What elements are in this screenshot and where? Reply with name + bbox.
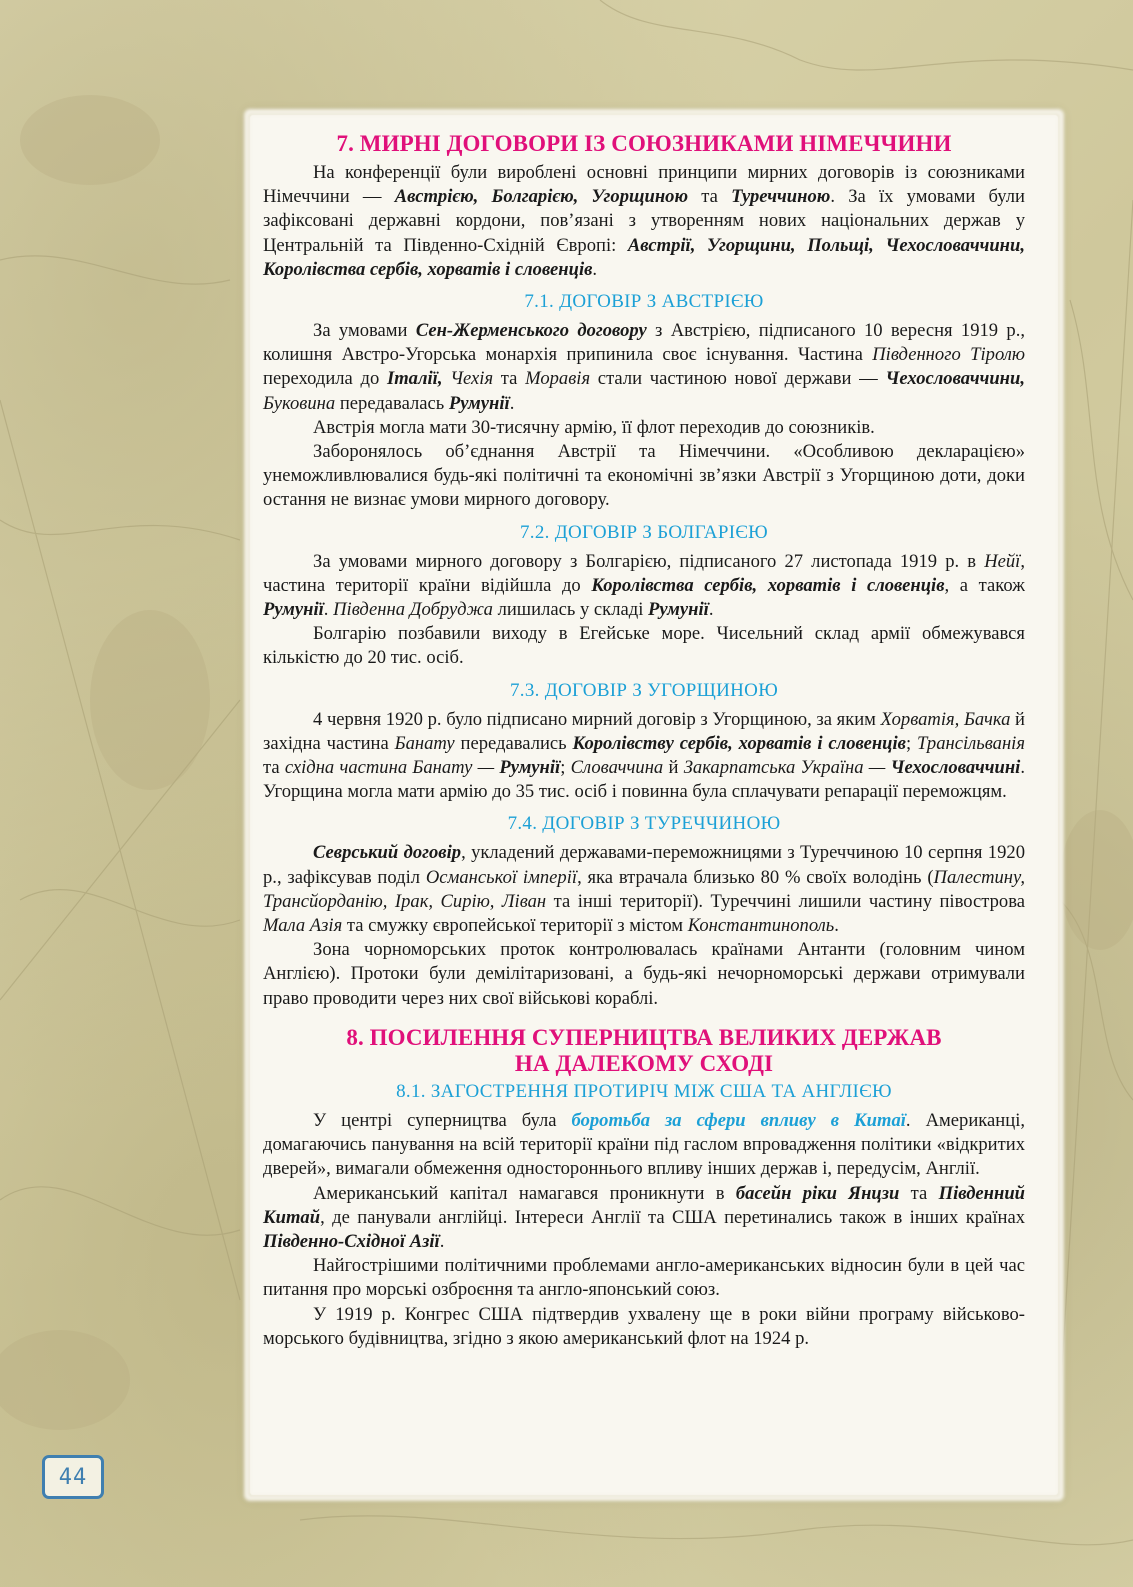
section-8-title-line-1: 8. ПОСИЛЕННЯ СУПЕРНИЦТВА ВЕЛИКИХ ДЕРЖАВ: [346, 1024, 942, 1050]
section-8-1-paragraph-1: У центрі суперництва була боротьба за сфери впливу в Китаї. Американці, домагаючись панування на всій території країни під гаслом впровадження політики «відкритих дверей», вимагали обмеження одностороннього впливу інших держав і, передусім, Англії.: [263, 1109, 1026, 1180]
section-7-3-title: 7.3. ДОГОВІР З УГОРЩИНОЮ: [509, 679, 779, 701]
section-7-2-title: 7.2. ДОГОВІР З БОЛГАРІЄЮ: [520, 521, 768, 543]
section-7-paragraph: На конференції були вироблені основні принципи мирних договорів із союзниками Німеччини — Австрією, Болгарією, Угорщиною та Туреччиною. За їх умовами були зафіксовані державні кордони, пов’язані з утворенням нових національних держав у Центральній та Південно-Східній Європі: Австрії, Угорщини, Польщі, Чехословаччини, Королівства сербів, хорватів і словенців.: [263, 162, 1025, 280]
section-7-4-paragraph-1: Севрський договір, укладений державами-переможницями з Туреччиною 10 серпня 1920 р., зафіксував поділ Османської імперії, яка втрачала близько 80 % своїх володінь (Палестину, Трансйорданію, Ірак, Сирію, Ліван та інші території). Туреччині лишили частину півострова Мала Азія та смужку європейської території з містом Константинополь.: [263, 842, 1025, 937]
section-7-2-paragraph-1: За умовами мирного договору з Болгарією, підписаного 27 листопада 1919 р. в Нейї, частина території країни відійшла до Королівства сербів, хорватів і словенців, а також Румунії. Південна Добруджа лишилась у складі Румунії.: [263, 550, 1025, 621]
section-8-title: [263, 1025, 1025, 1077]
section-7-1-paragraph-1: За умовами Сен-Жерменського договору з Австрією, підписаного 10 вересня 1919 р., колишня Австро-Угорська монархія припинила своє існування. Частина Південного Тіролю переходила до Італії, Чехія та Моравія стали частиною нової держави — Чехословаччини, Буковина передавалась Румунії.: [263, 320, 1026, 414]
section-8-title-line-2: НА ДАЛЕКОМУ СХОДІ: [514, 1050, 774, 1076]
section-8-1-paragraph-4: У 1919 р. Конгрес США підтвердив ухвалену ще в роки війни програму військово-морського будівництва, згідно з якою американський флот на 1924 р.: [263, 1303, 1025, 1349]
page-number: 44: [42, 1455, 104, 1499]
section-8-1-paragraph-2: Американський капітал намагався проникнути в басейн ріки Янцзи та Південний Китай, де панували англійці. Інтереси Англії та США перетинались також в інших країнах Південно-Східної Азії.: [263, 1182, 1026, 1252]
section-8-1-title: 8.1. ЗАГОСТРЕННЯ ПРОТИРІЧ МІЖ США ТА АНГЛІЄЮ: [396, 1080, 892, 1102]
section-7-3-paragraph-1: 4 червня 1920 р. було підписано мирний договір з Угорщиною, за яким Хорватія, Бачка й західна частина Банату передавались Королівству сербів, хорватів і словенців; Трансільванія та східна частина Банату — Румунії; Словаччина й Закарпатська Україна — Чехословаччині. Угорщина могла мати армію до 35 тис. осіб і повинна була сплачувати репарації переможцям.: [263, 708, 1025, 803]
page-content: [263, 131, 1025, 1351]
section-7-2-paragraph-2: Болгарію позбавили виходу в Егейське море. Чисельний склад армії обмежувався кількістю до 20 тис. осіб.: [263, 623, 1025, 669]
section-7-1-title: 7.1. ДОГОВІР З АВСТРІЄЮ: [524, 291, 764, 313]
section-7-4-paragraph-2: Зона чорноморських проток контролювалась країнами Антанти (головним чином Англією). Протоки були демілітаризовані, а будь-які нечорноморські держави отримували право проводити через них свої військові кораблі.: [263, 939, 1025, 1009]
section-7-1-paragraph-3: Заборонялось об’єднання Австрії та Німеччини. «Особливою декларацією» унеможливлювалися будь-які політичні та економічні зв’язки Австрії з Угорщиною доти, доки остання не визнає умови мирного договору.: [263, 441, 1025, 511]
section-7-1-paragraph-2: Австрія могла мати 30-тисячну армію, її флот переходив до союзників.: [313, 416, 875, 438]
section-8-1-paragraph-3: Найгострішими політичними проблемами англо-американських відносин були в цей час питання про морські озброєння та англо-японський союз.: [263, 1255, 1025, 1301]
section-7-4-title: 7.4. ДОГОВІР З ТУРЕЧЧИНОЮ: [507, 813, 781, 835]
section-7-title: 7. МИРНІ ДОГОВОРИ ІЗ СОЮЗНИКАМИ НІМЕЧЧИНИ: [336, 131, 952, 156]
